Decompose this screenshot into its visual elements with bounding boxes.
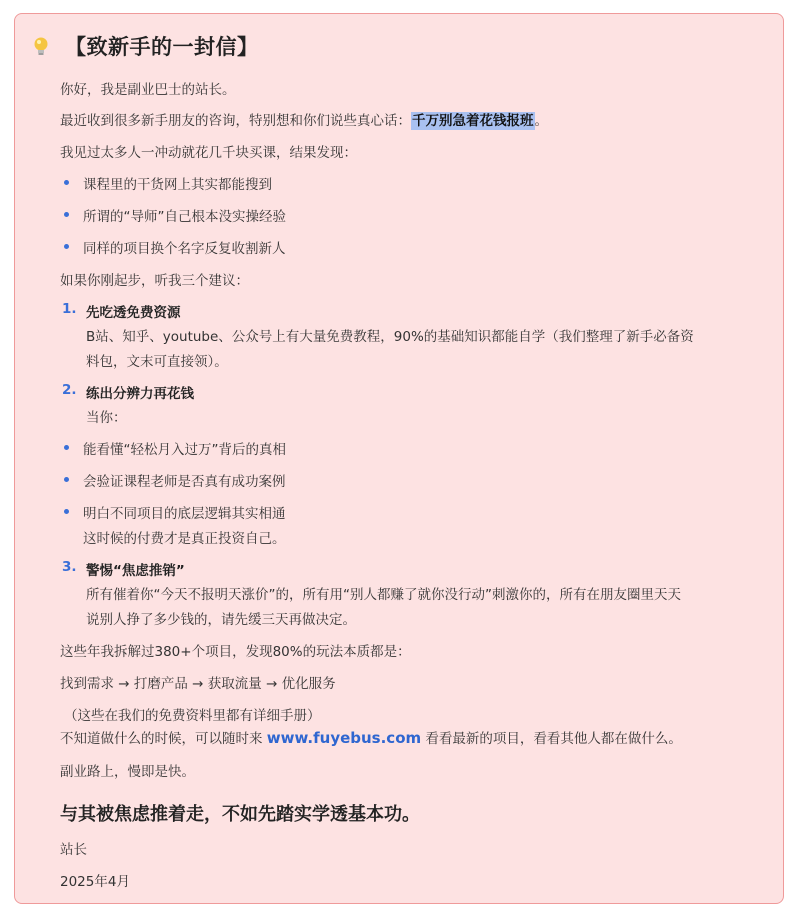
bullet-icon [64,445,69,450]
advice-title: 先吃透免费资源 [86,305,181,321]
visit-suffix: 看看最新的项目，看看其他人都在做什么。 [421,731,682,747]
highlighted-text: 千万别急着花钱报班 [412,113,534,129]
advice-number: 3. [62,559,77,575]
greeting: 你好，我是副业巴士的站长。 [60,82,236,98]
note: （这些在我们的免费资料里都有详细手册） [64,708,321,724]
advice-text: 所有催着你“今天不报明天涨价”的，所有用“别人都赚了就你没行动”刺激你的，所有在朋友圈里天天 [86,587,681,603]
summary: 这些年我拆解过380+个项目，发现80%的玩法本质都是： [60,644,411,660]
site-link[interactable]: www.fuyebus.com [266,729,422,747]
advice-text: 料包，文末可直接领）。 [86,354,228,370]
bullet-icon [64,477,69,482]
intro-text: 最近收到很多新手朋友的咨询，特别想和你们说些真心话： [60,113,411,129]
visit-text: 不知道做什么的时候，可以随时来 [60,731,267,747]
letter-card: 【致新手的一封信】 你好，我是副业巴士的站长。 最近收到很多新手朋友的咨询，特别想和你们说些真心话：千万别急着花钱报班。 我见过太多人一冲动就花几千块买课，结果发现： 课程里的干货网上其实都能搜到 所谓的“导师”自己根本没实操经验 同样的项目换个名字反复收割新人 如果你刚起步，听我三个建议： 1. 先吃透免费资源 B站、知乎、youtube、公众号上有大量免费教程，90%的基础知识都能自学（我们整理了新手必备资 料包，文末可直接领）。 2. 练出分辨力再花钱 当你： 能看懂“轻松月入过万”背后的真相 会验证课程老师是否真有成功案例 明白不同项目的底层逻辑其实相通 这时候的付费才是真正投资自己。 3. 警惕“焦虑推销” 所有催着你“今天不报明天涨价”的，所有用“别人都赚了就你没行动”刺激你的，所有在朋友圈里天天 说别人挣了多少钱的，请先缓三天再做决定。 这些年我拆解过380+个项目，发现80%的玩法本质都是： 找到需求 → 打磨产品 → 获取流量 → 优化服务 （这些在我们的免费资料里都有详细手册） 不知道做什么的时候，可以随时来 www.fuyebus.com 看看最新的项目，看看其他人都在做什么。 副业路上，慢即是快。 与其被焦虑推着走，不如先踏实学透基本功。 站长 2025年4月 [14,13,784,904]
intro [60,109,548,129]
bullet-icon [64,244,69,249]
advice-text: 说别人挣了多少钱的，请先缓三天再做决定。 [86,612,356,628]
signature: 站长 [60,842,87,858]
advice-text: B站、知乎、youtube、公众号上有大量免费教程，90%的基础知识都能自学（我们整理了新手必备资 [86,329,694,345]
bullet-icon [64,212,69,217]
advice-intro: 如果你刚起步，听我三个建议： [60,273,249,289]
advice-title: 警惕“焦虑推销” [86,563,185,579]
visit-line [60,727,682,747]
date: 2025年4月 [60,874,130,890]
advice-lead: 当你： [86,410,127,426]
advice-number: 1. [62,301,77,317]
intro-suffix: 。 [534,113,548,129]
advice-title: 练出分辨力再花钱 [86,386,194,402]
lightbulb-icon [32,36,50,58]
advice-tail: 这时候的付费才是真正投资自己。 [83,531,286,547]
letter-title: 【致新手的一封信】 [65,35,259,59]
flow: 找到需求 → 打磨产品 → 获取流量 → 优化服务 [60,676,336,692]
advice-number: 2. [62,382,77,398]
bullet-icon [64,509,69,514]
observation: 我见过太多人一冲动就花几千块买课，结果发现： [60,145,357,161]
bullet-icon [64,180,69,185]
closing: 与其被焦虑推着走，不如先踏实学透基本功。 [60,804,420,825]
motto: 副业路上，慢即是快。 [60,764,195,780]
